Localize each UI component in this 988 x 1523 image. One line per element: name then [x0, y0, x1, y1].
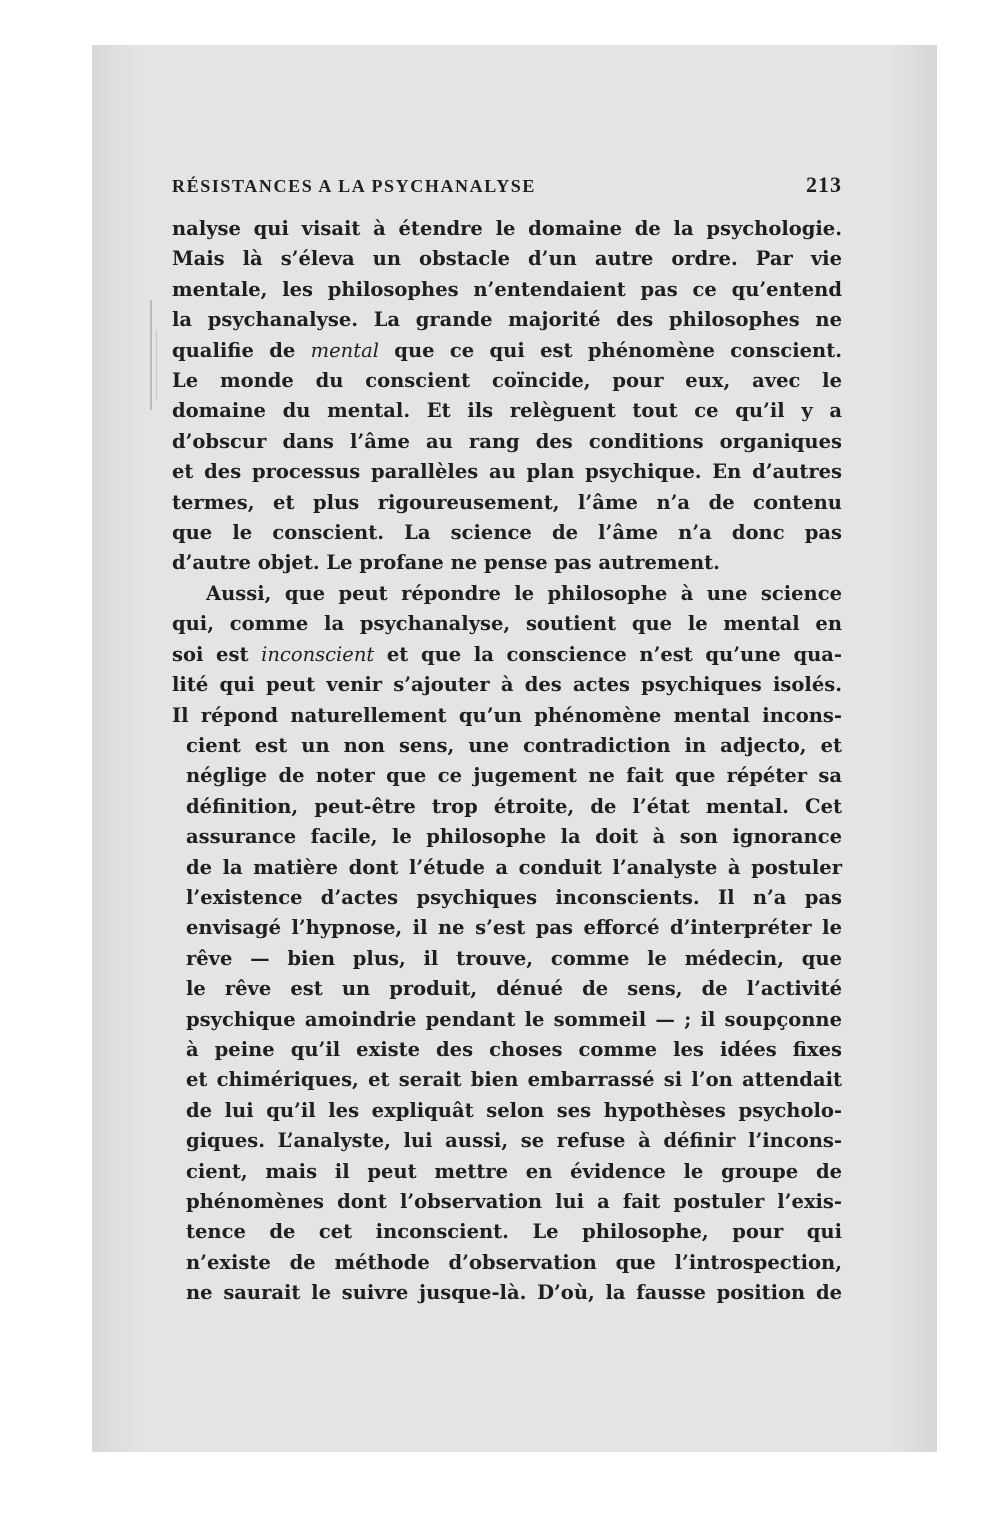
running-title: RÉSISTANCES A LA PSYCHANALYSE — [172, 176, 537, 196]
text-run: soi est — [172, 642, 262, 666]
italic-word: inconscient — [261, 642, 375, 666]
italic-word: mental — [310, 338, 379, 362]
text-line: à peine qu’il existe des choses comme les idées fixes — [186, 1037, 842, 1061]
text-line: de la matière dont l’étude a conduit l’analyste à postuler — [186, 855, 842, 879]
text-line: assurance facile, le philosophe la doit à son ignorance — [186, 825, 842, 849]
text-line: Mais là s’éleva un obstacle d’un autre ordre. Par vie — [172, 247, 842, 271]
text-line: cient est un non sens, une contradiction in adjecto, et — [186, 733, 842, 757]
text-line: cient, mais il peut mettre en évidence le groupe de — [186, 1159, 842, 1183]
text-line: Il répond naturellement qu’un phénomène mental incons- — [172, 703, 842, 727]
text-line: l’existence d’actes psychiques inconscients. Il n’a pas — [186, 885, 842, 909]
text-line: d’obscur dans l’âme au rang des conditions organiques — [172, 429, 842, 453]
text-run: qualifie de — [172, 338, 311, 362]
text-line: Le monde du conscient coïncide, pour eux, avec le — [172, 369, 842, 393]
text-line: ne saurait le suivre jusque-là. D’où, la fausse position de — [186, 1281, 842, 1305]
margin-mark — [156, 330, 157, 400]
book-page — [172, 172, 842, 1309]
text-line: et chimériques, et serait bien embarrassé si l’on attendait — [186, 1068, 842, 1092]
text-line: tence de cet inconscient. Le philosophe, pour qui — [186, 1220, 842, 1244]
text-run: et que la conscience n’est qu’une qua- — [374, 642, 842, 666]
text-line: nalyse qui visait à étendre le domaine de la psychologie. — [172, 217, 842, 240]
text-line: définition, peut-être trop étroite, de l’état mental. Cet — [186, 794, 842, 818]
text-line: envisagé l’hypnose, il ne s’est pas efforcé d’interpréter le — [186, 916, 842, 940]
text-line: Aussi, que peut répondre le philosophe à une science — [206, 581, 842, 605]
text-line: phénomènes dont l’observation lui a fait postuler l’exis- — [186, 1190, 842, 1213]
text-line — [172, 336, 842, 366]
page-header — [172, 172, 842, 214]
text-line: de lui qu’il les expliquât selon ses hypothèses psycholo- — [186, 1098, 842, 1122]
text-line: n’existe de méthode d’observation que l’introspection, — [186, 1250, 842, 1274]
text-line: d’autre objet. Le profane ne pense pas autrement. — [172, 551, 720, 575]
text-line — [172, 640, 842, 670]
text-line: le rêve est un produit, dénué de sens, de l’activité — [186, 977, 842, 1001]
page-number: 213 — [806, 172, 842, 197]
text-line: domaine du mental. Et ils relèguent tout ce qu’il y a — [172, 399, 842, 423]
text-line: lité qui peut venir s’ajouter à des actes psychiques isolés. — [172, 673, 842, 697]
text-line: néglige de noter que ce jugement ne fait que répéter sa — [186, 764, 842, 788]
text-line: qui, comme la psychanalyse, soutient que le mental en — [172, 612, 842, 636]
text-line: termes, et plus rigoureusement, l’âme n’a de contenu — [172, 490, 842, 514]
text-run: que ce qui est phénomène conscient. — [378, 338, 842, 362]
margin-mark — [150, 300, 152, 410]
text-line: psychique amoindrie pendant le sommeil — ; il soupçonne — [186, 1007, 842, 1031]
body-text — [172, 214, 842, 1309]
text-line: la psychanalyse. La grande majorité des philosophes ne — [172, 308, 842, 332]
text-line: et des processus parallèles au plan psychique. En d’autres — [172, 460, 842, 484]
text-line: mentale, les philosophes n’entendaient pas ce qu’entend — [172, 277, 842, 301]
text-line: que le conscient. La science de l’âme n’a donc pas — [172, 521, 842, 545]
text-line: giques. L’analyste, lui aussi, se refuse à définir l’incons- — [186, 1129, 842, 1153]
text-line: rêve — bien plus, il trouve, comme le médecin, que — [186, 946, 842, 970]
